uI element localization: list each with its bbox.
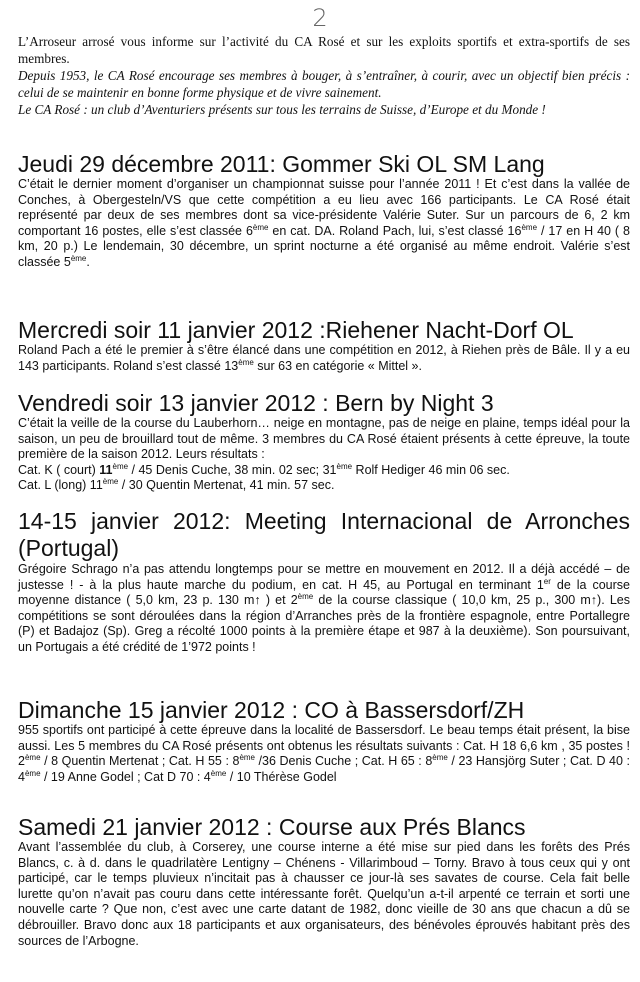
ordinal-suffix: ème [336, 461, 353, 471]
body-text: . [86, 254, 90, 269]
article-title: 14-15 janvier 2012: Meeting Internacional de Arronches (Portugal) [18, 508, 630, 561]
body-text: en cat. DA. Roland Pach, lui, s’est classé 16 [268, 223, 522, 238]
body-text: C’était le dernier moment d’organiser un championnat suisse pour l’année 2011 ! Et c’est dans la vallée de Conches, à Obergesteln/VS que cette compétition a eu lieu avec 166 participants. Le CA Rosé était représenté par deux de ses membres dont sa vice-présidente Valérie Suter. Sur un parcours de 6, 2 km comportant 16 postes, elle s’est classée 6 [18, 177, 630, 238]
article-body [18, 416, 630, 494]
article-title: Jeudi 29 décembre 2011: Gommer Ski OL SM Lang [18, 151, 545, 177]
article-title: Samedi 21 janvier 2012 : Course aux Prés Blancs [18, 814, 526, 840]
page-number: 2 [312, 4, 328, 32]
article-riehener-nacht-dorf-ol [18, 318, 630, 374]
article-gommer-ski-ol [18, 152, 630, 271]
body-text: de la course classique ( 10,0 km, 25 p., 300 m↑). Les compétitions se sont déroulées dans la région d’Arranches près de la frontière espagnole, entre Portallegre (P) et Badajoz (Sp). Greg a récolté 1000 points à la première étape et 987 à la deuxième). Son poursuivant, un Portugais a été crédité de 1’972 points ! [18, 593, 630, 654]
body-text: C’était la veille de la course du Lauberhorn… neige en montagne, pas de neige en plaine, temps idéal pour la saison, un peu de brouillard tout de même. 3 membres du CA Rosé étaient présents à cette épreuve, la toute première de la saison 2012. Leurs résultats : [18, 416, 630, 462]
article-title: Mercredi soir 11 janvier 2012 :Riehener Nacht-Dorf OL [18, 317, 574, 343]
body-text: / 30 Quentin Mertenat, 41 min. 57 sec. [118, 478, 335, 493]
ordinal-suffix: er [543, 576, 551, 586]
body-text: / 10 Thérèse Godel [226, 769, 337, 784]
article-title: Dimanche 15 janvier 2012 : CO à Bassersdorf/ZH [18, 697, 525, 723]
article-arronches-meeting [18, 508, 630, 656]
body-text: Rolf Hediger 46 min 06 sec. [352, 462, 510, 477]
article-pres-blancs [18, 815, 630, 949]
intro-tagline: Le CA Rosé : un club d’Aventuriers présents sur tous les terrains de Suisse, d’Europe et du Monde ! [18, 102, 546, 117]
body-text-bold: 11 [99, 462, 113, 477]
article-title: Vendredi soir 13 janvier 2012 : Bern by Night 3 [18, 390, 494, 416]
body-text: / 8 Quentin Mertenat ; Cat. H 55 : 8 [40, 754, 240, 769]
result-line [18, 478, 630, 494]
ordinal-suffix: ème [210, 768, 227, 778]
ordinal-suffix: ème [252, 222, 269, 232]
body-text: Cat. K ( court) [18, 462, 100, 477]
intro-block [18, 33, 630, 118]
ordinal-suffix: ème [239, 753, 255, 763]
result-line [18, 463, 630, 479]
body-text: / 19 Anne Godel ; Cat D 70 : 4 [40, 769, 211, 784]
ordinal-suffix: ème [112, 461, 129, 471]
article-bern-by-night [18, 391, 630, 494]
ordinal-suffix: ème [432, 753, 448, 763]
body-text: / 23 Hansjörg Suter ; Cat. D 40 : 4 [18, 754, 630, 784]
ordinal-suffix: ème [70, 253, 87, 263]
article-body [18, 343, 630, 374]
ordinal-suffix: ème [238, 357, 254, 367]
body-text: Cat. L (long) 11 [18, 478, 103, 493]
ordinal-suffix: ème [521, 222, 538, 232]
intro-motto: Depuis 1953, le CA Rosé encourage ses membres à bouger, à s’entraîner, à courir, avec un objectif bien précis : celui de se maintenir en bonne forme physique et de vivre sainement. [18, 68, 630, 100]
body-text: / 45 Denis Cuche, 38 min. 02 sec; 31 [128, 462, 337, 477]
intro-paragraph: L’Arroseur arrosé vous informe sur l’activité du CA Rosé et sur les exploits sportifs et extra-sportifs de ses membres. [18, 34, 630, 66]
ordinal-suffix: ème [24, 753, 41, 763]
ordinal-suffix: ème [297, 592, 314, 602]
article-body [18, 723, 630, 785]
body-text: Grégoire Schrago n’a pas attendu longtemps pour se mettre en mouvement en 2012. Il a déjà accédé – de justesse ! - à la plus haute marche du podium, en cat. H 45, au Portugal en terminant 1 [18, 562, 630, 592]
body-text: /36 Denis Cuche ; Cat. H 65 : 8 [255, 754, 433, 769]
article-body: Avant l’assemblée du club, à Corserey, une course interne a été mise sur pied dans les forêts des Prés Blancs, c. à d. dans le quadrilatère Lentigny – Chénens - Villarimboud – Torny. Bravo à tous ceux qui y ont participé, car le temps pluvieux n’incitait pas à chausser ce jour-là ses savates de course. Cela fait belle lurette qu’on n’avait pas couru dans cette intéressante forêt. Quelqu’un a-t-il arpenté ce terrain et sorti une nouvelle carte ? Que non, c’est avec une carte datant de 1982, donc vieille de 30 ans que chacun a dû se débrouiller. Bravo donc aux 18 participants et aux organisateurs, des bénévoles éprouvés habitant près des sources de l’Arbogne. [18, 840, 630, 948]
article-body [18, 562, 630, 656]
body-text: Roland Pach a été le premier à s’être élancé dans une compétition en 2012, à Riehen près de Bâle. Il y a eu 143 participants. Roland s’est classé 13 [18, 343, 630, 373]
body-text: / 17 en H 40 ( 8 km, 20 p.) Le lendemain, 30 décembre, un sprint nocturne a été organisé au même endroit. Valérie s’est classée 5 [18, 223, 630, 269]
article-body [18, 177, 630, 271]
body-text: 955 sportifs ont participé à cette épreuve dans la localité de Bassersdorf. Le beau temps était présent, la bise aussi. Les 5 membres du CA Rosé présents ont obtenus les résultats suivants : Cat. H 18 6,6 km , 35 postes ! 2 [18, 723, 630, 769]
body-text: de la course moyenne distance ( 5,0 km, 23 p. 130 m↑ ) et 2 [18, 577, 630, 608]
body-text: sur 63 en catégorie « Mittel ». [253, 358, 422, 373]
ordinal-suffix: ème [102, 477, 119, 487]
ordinal-suffix: ème [24, 768, 41, 778]
article-bassersdorf [18, 698, 630, 785]
